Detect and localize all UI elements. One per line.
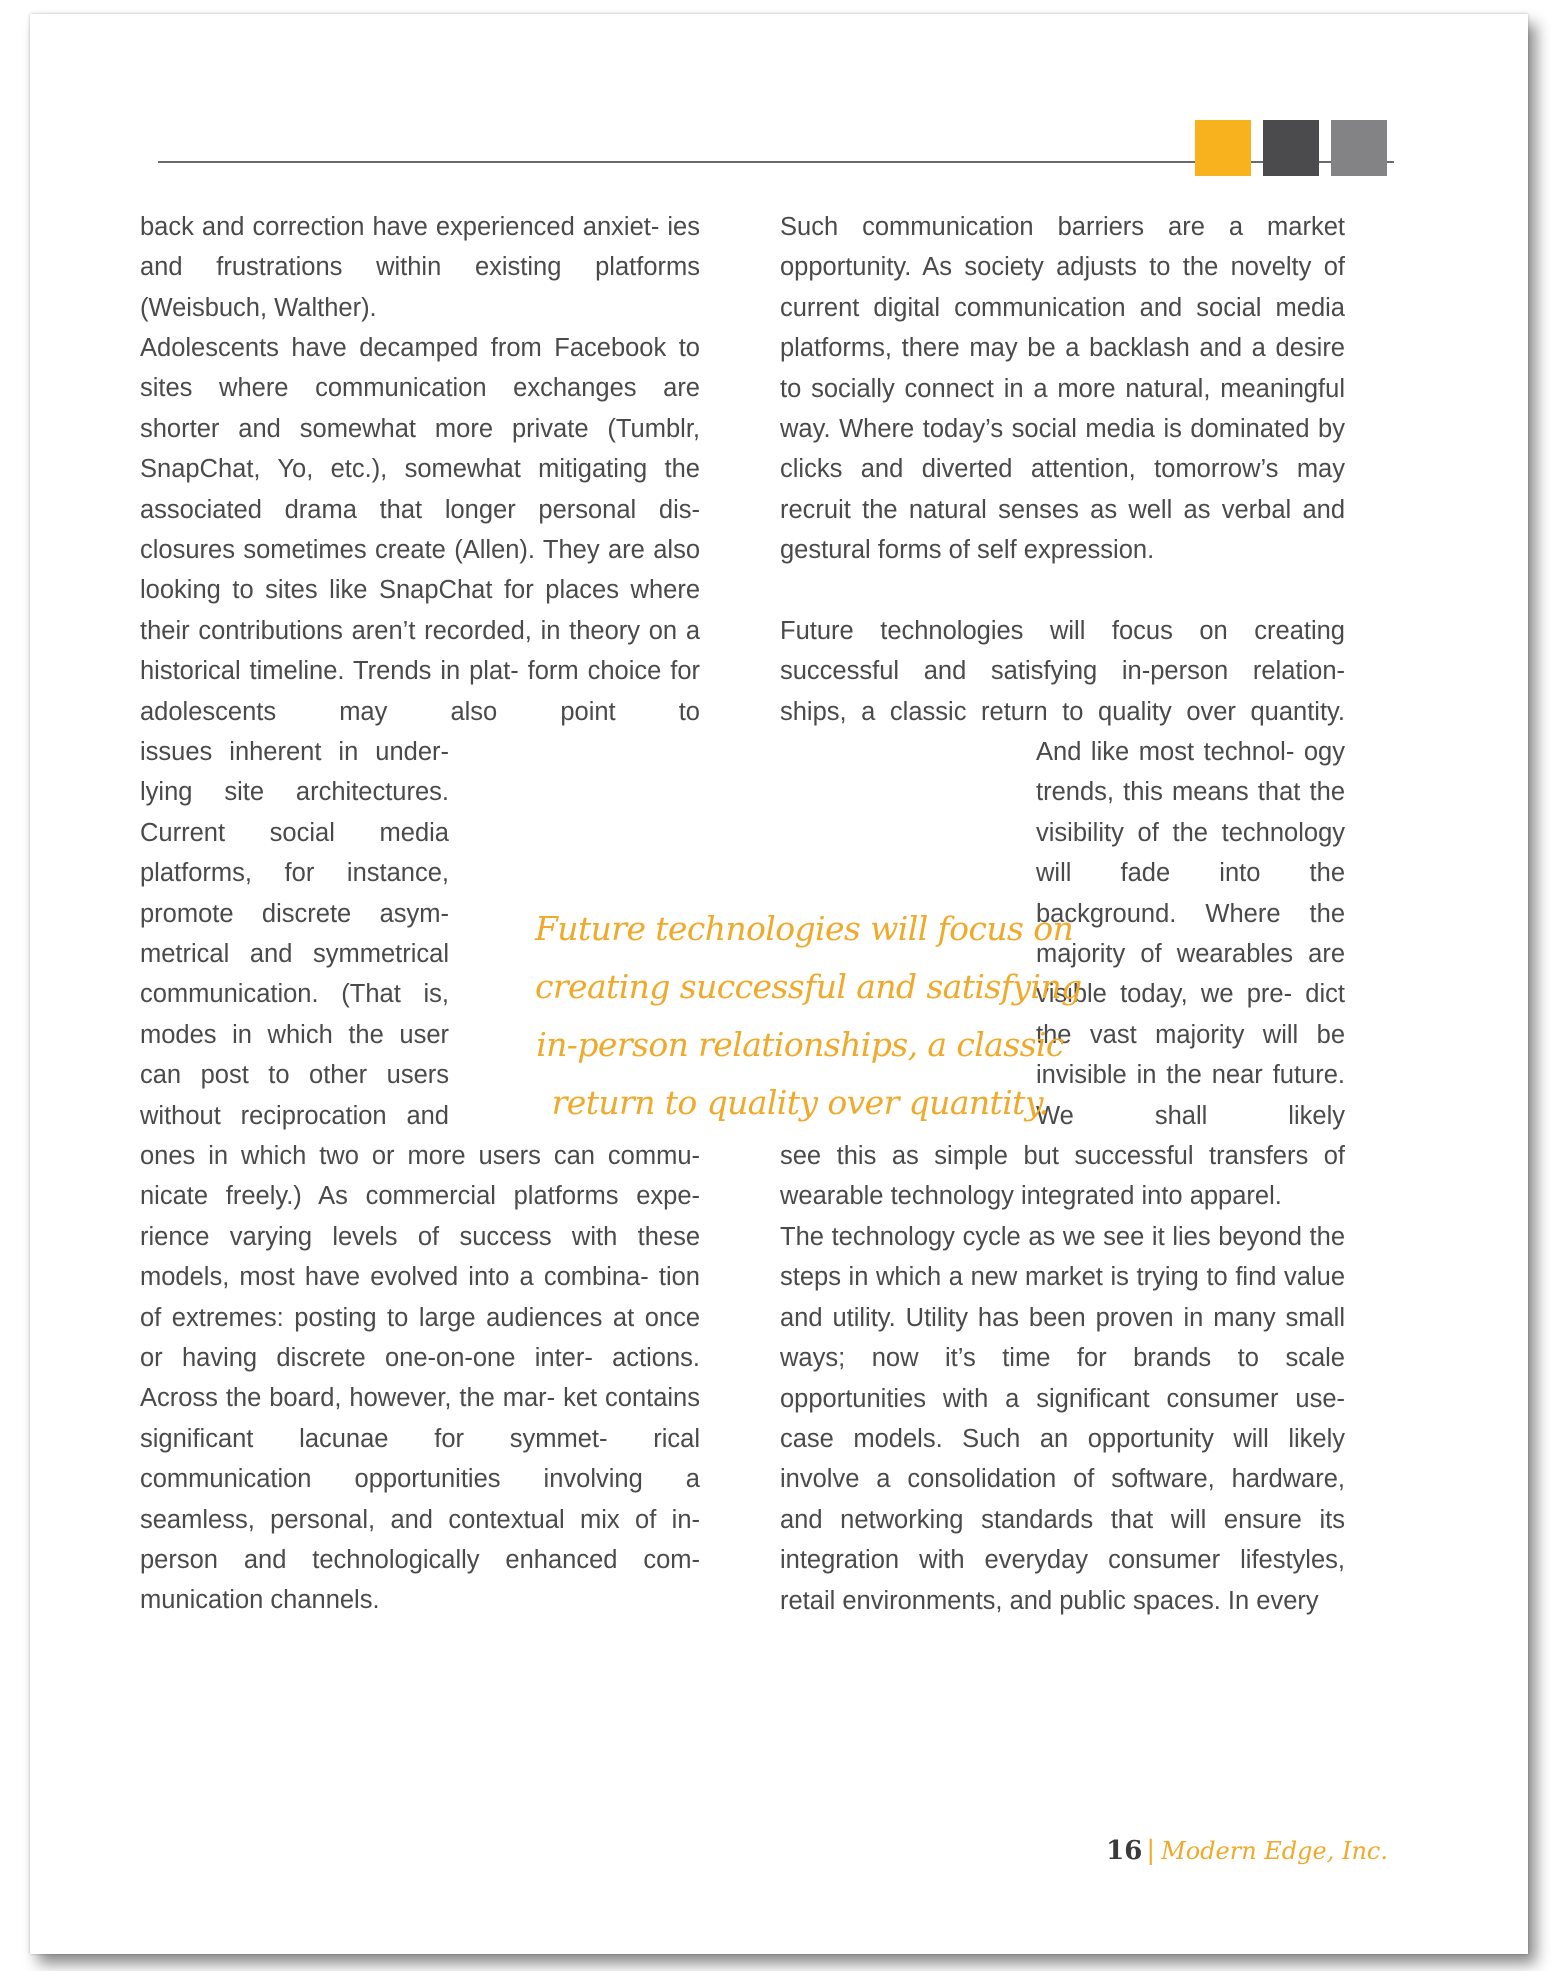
pull-quote-line: creating successful and satisfying [535,967,1082,1006]
pull-quote-line: Future technologies will focus on [535,909,1074,948]
left-paragraph-1: back and correction have experienced anxiet- ies and frustrations within existing platforms (Weisbuch, Walther). [140,213,700,322]
header-square-gray [1331,120,1387,176]
right-paragraph-2-full: Future technologies will focus on creating successful and satisfying in-person relation- ships, a classic return to quality over quantity. [780,617,1345,726]
page-number: 16 [1106,1836,1143,1866]
pull-quote [535,900,1082,1132]
left-paragraph-2-full: Adolescents have decamped from Facebook to sites where communication exchanges are shorter and somewhat more private (Tumblr, SnapChat, Yo, etc.), somewhat mitigating the associated drama that longer personal dis- closures sometimes create (Allen). They are also looking to sites like SnapChat for places where their contributions aren’t recorded, in theory on a historical timeline. Trends in plat- form choice for adolescents may also point to [140,334,700,726]
right-paragraph-3: The technology cycle as we see it lies beyond the steps in which a new market is trying to find value and utility. Utility has been proven in many small ways; now it’s time for brands to scale opportunities with a significant consumer use- case models. Such an opportunity will likely involve a consolidation of software, hardware, and networking standards that will ensure its integration with everyday consumer lifestyles, retail environments, and public spaces. In every [780,1223,1345,1615]
pull-quote-line: return to quality over quantity. [551,1083,1049,1122]
document-page [30,14,1528,1954]
footer-separator: | [1146,1836,1156,1866]
header-square-dark [1263,120,1319,176]
page-footer [1106,1836,1388,1866]
pull-quote-line: in-person relationships, a classic [536,1025,1064,1064]
header-square-accent [1195,120,1251,176]
left-paragraph-2-bottom: ones in which two or more users can commu- nicate freely.) As commercial platforms expe- rience varying levels of success with these models, most have evolved into a combina- tion of extremes: posting to large audiences at once or having discrete one-on-one inter- actions. Across the board, however, the mar- ket contains significant lacunae for symmet- rical communication opportunities involving a seamless, personal, and contextual mix of in-person and technologically enhanced com- munication channels. [140,1142,700,1615]
right-paragraph-2-narrow: And like most technol- ogy trends, this means that the visibility of the technology will fade into the background. Where the majority of wearables are visible today, we pre- dict the vast majority will be invisible in the near future. We shall likely [1036,738,1345,1130]
right-paragraph-2-bottom: see this as simple but successful transfers of wearable technology integrated into apparel. [780,1142,1345,1211]
right-paragraph-1: Such communication barriers are a market opportunity. As society adjusts to the novelty of current digital communication and social media platforms, there may be a backlash and a desire to socially connect in a more natural, meaningful way. Where today’s social media is dominated by clicks and diverted attention, tomorrow’s may recruit the natural senses as well as verbal and gestural forms of self expression. [780,213,1345,565]
left-paragraph-2-narrow: issues inherent in under- lying site architectures. Current social media platforms, for instance, promote discrete asym- metrical and symmetrical communication. (That is, modes in which the user can post to other users without reciprocation and [140,738,449,1130]
company-name: Modern Edge, Inc. [1161,1837,1388,1865]
